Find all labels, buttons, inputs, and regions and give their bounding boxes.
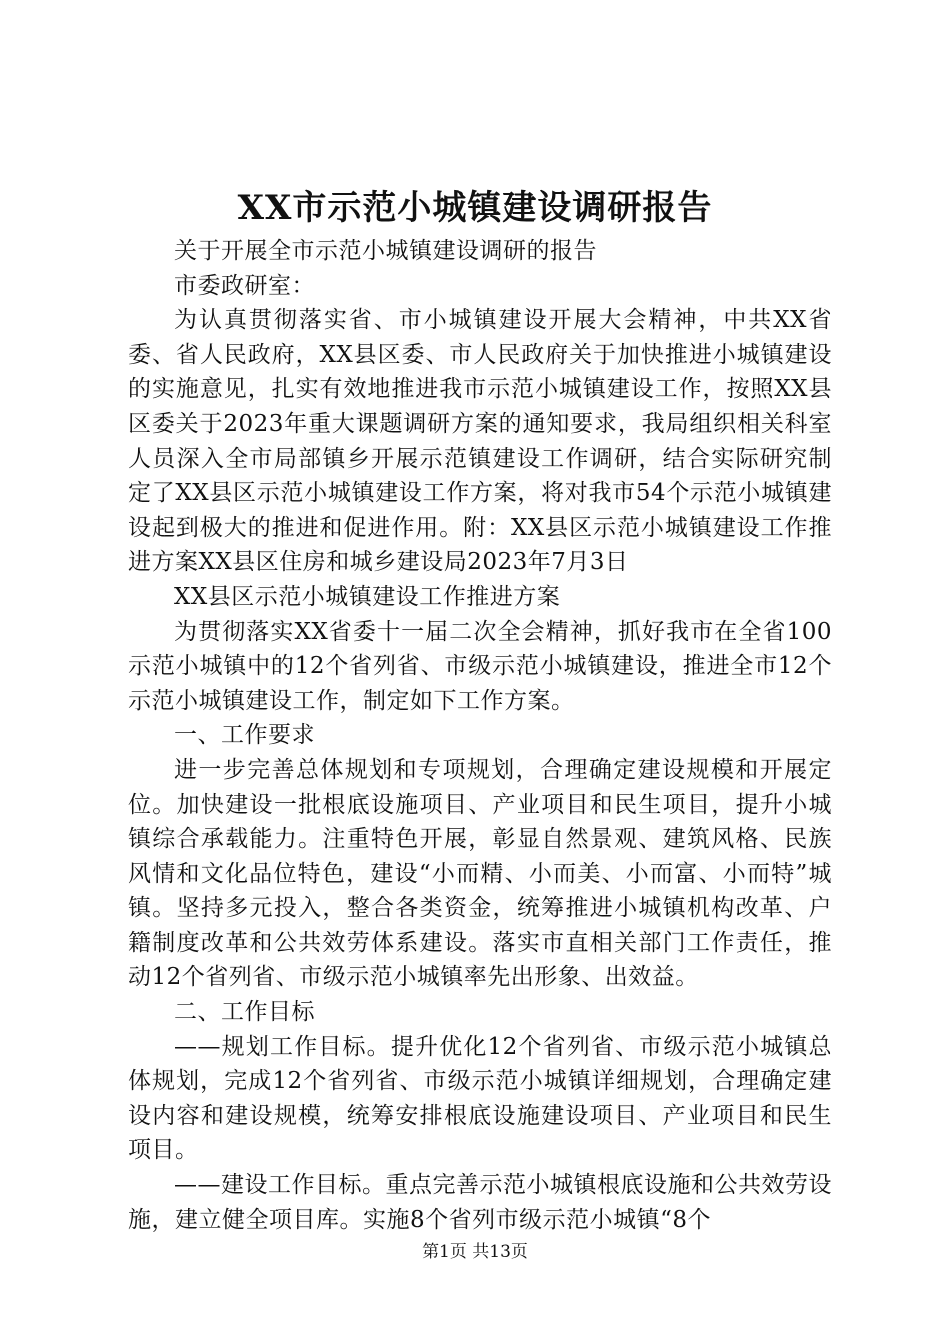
plan-intro-paragraph: 为贯彻落实XX省委十一届二次全会精神，抓好我市在全省100示范小城镇中的12个省列省、市级示范小城镇建设，推进全市12个示范小城镇建设工作，制定如下工作方案。 xyxy=(128,618,832,714)
document-body xyxy=(128,234,832,1237)
planning-goal-paragraph: ——规划工作目标。提升优化12个省列省、市级示范小城镇总体规划，完成12个省列省、市级示范小城镇详细规划，合理确定建设内容和建设规模，统筹安排根底设施建设项目、产业项目和民生项目。 xyxy=(128,1033,832,1164)
construction-goal-paragraph: ——建设工作目标。重点完善示范小城镇根底设施和公共效劳设施，建立健全项目库。实施8个省列市级示范小城镇“8个 xyxy=(128,1172,832,1233)
document-title: XX市示范小城镇建设调研报告 xyxy=(237,188,713,228)
section-heading-requirements: 一、工作要求 xyxy=(174,722,315,749)
intro-paragraph: 为认真贯彻落实省、市小城镇建设开展大会精神，中共XX省委、省人民政府，XX县区委、市人民政府关于加快推进小城镇建设的实施意见，扎实有效地推进我市示范小城镇建设工作，按照XX县区委关于2023年重大课题调研方案的通知要求，我局组织相关科室人员深入全市局部镇乡开展示范镇建设工作调研，结合实际研究制定了XX县区示范小城镇建设工作方案，将对我市54个示范小城镇建设起到极大的推进和促进作用。附：XX县区示范小城镇建设工作推进方案XX县区住房和城乡建设局2023年7月3日 xyxy=(128,307,832,576)
requirements-paragraph: 进一步完善总体规划和专项规划，合理确定建设规模和开展定位。加快建设一批根底设施项目、产业项目和民生项目，提升小城镇综合承载能力。注重特色开展，彰显自然景观、建筑风格、民族风情和文化品位特色，建设“小而精、小而美、小而富、小而特”城镇。坚持多元投入，整合各类资金，统筹推进小城镇机构改革、户籍制度改革和公共效劳体系建设。落实市直相关部门工作责任，推动12个省列省、市级示范小城镇率先出形象、出效益。 xyxy=(128,756,832,991)
page-number-footer: 第1页 共13页 xyxy=(422,1242,528,1262)
addressee-line: 市委政研室： xyxy=(174,272,315,299)
section-heading-goals: 二、工作目标 xyxy=(174,999,315,1026)
plan-heading: XX县区示范小城镇建设工作推进方案 xyxy=(174,583,561,610)
report-subject-line: 关于开展全市示范小城镇建设调研的报告 xyxy=(174,238,597,264)
